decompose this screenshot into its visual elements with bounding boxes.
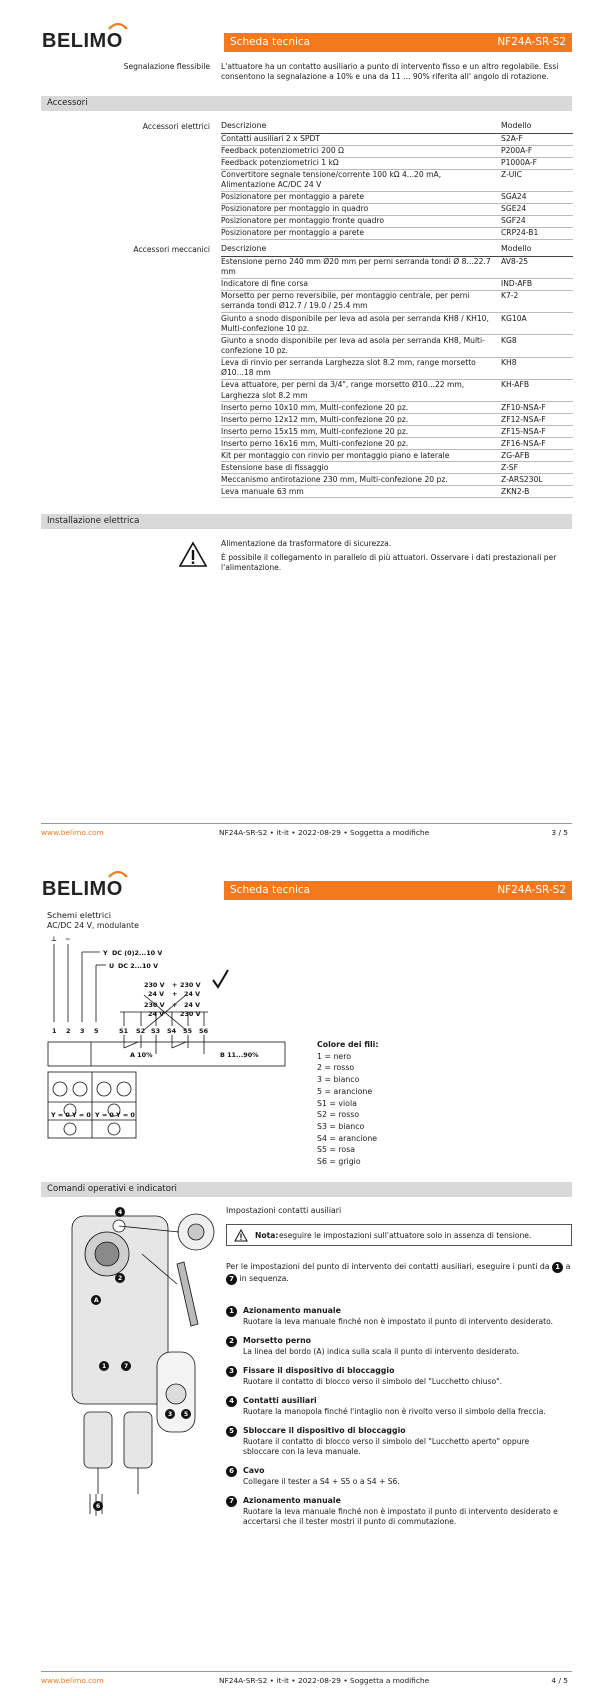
- step-text: Ruotare la leva manuale finché non è impostato il punto di intervento desiderato e accertarsi che il tester mostri il punto di commutazione.: [243, 1507, 558, 1527]
- electric-accessories-label: Accessori elettrici: [142, 122, 210, 131]
- row-description: Meccanismo antirotazione 230 mm, Multi-confezione 20 pz.: [221, 474, 497, 486]
- footer-url[interactable]: www.belimo.com: [41, 1676, 104, 1685]
- wire-color-item: 2 = rosso: [317, 1063, 355, 1073]
- row-description: Convertitore segnale tensione/corrente 100 kΩ 4...20 mA, Alimentazione AC/DC 24 V: [221, 169, 497, 191]
- table-row: [221, 335, 573, 357]
- table-row: [221, 227, 573, 239]
- wire-color-item: 5 = arancione: [317, 1086, 373, 1096]
- comandi-intro: Per le impostazioni del punto di intervento dei contatti ausiliari, eseguire i punti da 1 a 7 in sequenza.: [226, 1262, 571, 1283]
- contact-b11: B 11...90%: [220, 1051, 259, 1059]
- row-description: Inserto perno 15x15 mm, Multi-confezione 20 pz.: [221, 426, 497, 438]
- note-text: eseguire le impostazioni sull'attuatore solo in assenza di tensione.: [279, 1231, 532, 1240]
- table-row: [221, 474, 573, 486]
- signal-u: U: [109, 962, 115, 970]
- volt-e: 230 V: [144, 1001, 165, 1009]
- table-row: [221, 133, 573, 145]
- row-model: SGE24: [497, 203, 573, 215]
- supply-plus: ~: [65, 935, 71, 943]
- mechanical-accessories-label: Accessori meccanici: [133, 245, 210, 254]
- footer-doc: NF24A-SR-S2 • it-it • 2022-08-29 • Soggetta a modifiche: [219, 1676, 430, 1685]
- header-bar: [224, 881, 572, 900]
- terminal-2: 2: [66, 1027, 71, 1035]
- row-description: Posizionatore per montaggio fronte quadro: [221, 215, 497, 227]
- row-description: Contatti ausiliari 2 x SPDT: [221, 133, 497, 145]
- row-model: CRP24-B1: [497, 227, 573, 239]
- table-row: [221, 426, 573, 438]
- row-model: ZKN2-B: [497, 486, 573, 498]
- table-row: [221, 313, 573, 335]
- install-line-2: È possibile il collegamento in parallelo di più attuatori. Osservare i dati prestazionali per l'alimentazione.: [221, 553, 557, 573]
- diagram-label-2: 2: [118, 1275, 123, 1282]
- belimo-logo: BELIMO: [42, 876, 123, 903]
- aux-s6: S6: [199, 1027, 209, 1035]
- table-row: [221, 203, 573, 215]
- table-row: [221, 438, 573, 450]
- knob-label-1: Y = 0: [51, 1111, 70, 1119]
- volt-b: 230 V: [180, 981, 201, 989]
- table-row: [221, 357, 573, 379]
- row-model: KG8: [497, 335, 573, 357]
- row-model: Z-UIC: [497, 169, 573, 191]
- step-number: 1: [226, 1306, 237, 1317]
- volt-c: 24 V: [148, 990, 165, 998]
- wire-color-item: S3 = bianco: [317, 1121, 365, 1131]
- table-row: [221, 191, 573, 203]
- table-row: [221, 278, 573, 290]
- wire-color-item: S5 = rosa: [317, 1145, 356, 1155]
- diagram-label-4: 4: [118, 1209, 123, 1216]
- signal-text: L'attuatore ha un contatto ausiliario a punto di intervento fisso e un altro regolabile. Essi consentono la segnalazione a 10% e una da 11 ... 90% riferita all' angolo di rotazione.: [221, 62, 559, 82]
- row-model: ZF15-NSA-F: [497, 426, 573, 438]
- step-ref-to: 7: [226, 1274, 237, 1285]
- row-description: Inserto perno 10x10 mm, Multi-confezione 20 pz.: [221, 402, 497, 414]
- step-title: Morsetto perno: [243, 1336, 312, 1345]
- section-comandi: Comandi operativi e indicatori: [41, 1182, 572, 1197]
- table-row: [221, 145, 573, 157]
- row-model: K7-2: [497, 290, 573, 312]
- page-4: [0, 848, 600, 1696]
- row-description: Giunto a snodo disponibile per leva ad asola per serranda KH8, Multi-confezione 10 pz.: [221, 335, 497, 357]
- wire-color-item: S2 = rosso: [317, 1110, 360, 1120]
- step-text: Ruotare il contatto di blocco verso il simbolo del "Lucchetto chiuso".: [243, 1377, 503, 1386]
- note-label: Nota:: [255, 1231, 279, 1240]
- step-number: 2: [226, 1336, 237, 1347]
- table-row: [221, 486, 573, 498]
- volt-h: 230 V: [180, 1010, 201, 1018]
- table-row: [221, 414, 573, 426]
- supply-minus: ⊥: [51, 935, 57, 943]
- header-model: NF24A-SR-S2: [497, 36, 566, 48]
- row-model: SGA24: [497, 191, 573, 203]
- table-row: [221, 379, 573, 401]
- wiring-diagram: [46, 932, 296, 1172]
- aux-s4: S4: [167, 1027, 177, 1035]
- knob-label-2: Y = 0: [72, 1111, 91, 1119]
- wire-color-item: S6 = grigio: [317, 1157, 361, 1167]
- step-text: La linea del bordo (A) indica sulla scala il punto di intervento desiderato.: [243, 1347, 519, 1356]
- step-text: Ruotare la manopola finché l'intaglio non è rivolto verso il simbolo della freccia.: [243, 1407, 546, 1416]
- diagram-label-5: 5: [184, 1411, 189, 1418]
- row-model: ZF16-NSA-F: [497, 438, 573, 450]
- row-description: Indicatore di fine corsa: [221, 278, 497, 290]
- row-description: Giunto a snodo disponibile per leva ad asola per serranda KH8 / KH10, Multi-confezione 10 pz.: [221, 313, 497, 335]
- step-title: Azionamento manuale: [243, 1496, 341, 1505]
- schemi-subtitle: AC/DC 24 V, modulante: [47, 921, 139, 930]
- section-accessori: Accessori: [41, 96, 572, 111]
- row-model: P200A-F: [497, 145, 573, 157]
- step-title: Sbloccare il dispositivo di bloccaggio: [243, 1426, 406, 1435]
- header-title: Scheda tecnica: [230, 36, 311, 48]
- col-model: Modello: [497, 243, 573, 256]
- col-description: Descrizione: [221, 120, 497, 133]
- table-row: [221, 402, 573, 414]
- step-title: Azionamento manuale: [243, 1306, 341, 1315]
- row-description: Inserto perno 12x12 mm, Multi-confezione 20 pz.: [221, 414, 497, 426]
- page-number: 4 / 5: [551, 1676, 568, 1685]
- row-description: Estensione base di fissaggio: [221, 462, 497, 474]
- signal-y: Y: [103, 949, 108, 957]
- aux-s5: S5: [183, 1027, 193, 1035]
- volt-a: 230 V: [144, 981, 165, 989]
- table-row: [221, 462, 573, 474]
- row-model: ZG-AFB: [497, 450, 573, 462]
- signal-dc1: DC (0)2...10 V: [112, 949, 163, 957]
- warning-icon: [178, 541, 208, 568]
- row-description: Leva manuale 63 mm: [221, 486, 497, 498]
- row-model: SGF24: [497, 215, 573, 227]
- mechanical-accessories-table: [221, 243, 573, 498]
- diagram-label-7: 7: [124, 1363, 129, 1370]
- terminal-5: 5: [94, 1027, 99, 1035]
- row-description: Posizionatore per montaggio in quadro: [221, 203, 497, 215]
- wire-color-item: 3 = bianco: [317, 1075, 360, 1085]
- aux-s3: S3: [151, 1027, 161, 1035]
- step-text: Ruotare il contatto di blocco verso il simbolo del "Lucchetto aperto" oppure sbloccare con la leva manuale.: [243, 1437, 530, 1457]
- install-line-1: Alimentazione da trasformatore di sicurezza.: [221, 539, 392, 548]
- table-row: [221, 215, 573, 227]
- diagram-label-a: A: [94, 1297, 99, 1304]
- wire-color-item: 1 = nero: [317, 1051, 351, 1061]
- wire-color-item: S4 = arancione: [317, 1133, 378, 1143]
- volt-d: 24 V: [184, 990, 201, 998]
- footer-url[interactable]: www.belimo.com: [41, 828, 104, 837]
- wire-colors: [317, 1039, 378, 1168]
- row-model: KH8: [497, 357, 573, 379]
- table-row: [221, 157, 573, 169]
- volt-plus-a: +: [172, 981, 178, 989]
- row-description: Posizionatore per montaggio a parete: [221, 227, 497, 239]
- step-number: 4: [226, 1396, 237, 1407]
- col-model: Modello: [497, 120, 573, 133]
- row-model: AV8-25: [497, 256, 573, 278]
- wire-colors-title: Colore dei fili:: [317, 1040, 379, 1049]
- aux-s1: S1: [119, 1027, 129, 1035]
- diagram-label-3: 3: [168, 1411, 173, 1418]
- table-row: [221, 169, 573, 191]
- table-row: [221, 256, 573, 278]
- section-installazione: Installazione elettrica: [41, 514, 572, 529]
- step-text: Collegare il tester a S4 + S5 o a S4 + S6.: [243, 1477, 400, 1486]
- knob-label-3: Y = 0: [95, 1111, 114, 1119]
- note-box: [226, 1224, 572, 1246]
- volt-f: 24 V: [184, 1001, 201, 1009]
- actuator-drawing: [62, 1204, 222, 1524]
- table-row: [221, 290, 573, 312]
- row-description: Leva di rinvio per serranda Larghezza slot 8.2 mm, range morsetto Ø10...18 mm: [221, 357, 497, 379]
- row-model: KH-AFB: [497, 379, 573, 401]
- step-text: Ruotare la leva manuale finché non è impostato il punto di intervento desiderato.: [243, 1317, 554, 1326]
- row-model: Z-SF: [497, 462, 573, 474]
- footer: [41, 823, 572, 837]
- diagram-label-1: 1: [102, 1363, 107, 1370]
- comandi-subtitle: Impostazioni contatti ausiliari: [226, 1206, 342, 1215]
- terminal-3: 3: [80, 1027, 85, 1035]
- row-model: Z-ARS230L: [497, 474, 573, 486]
- row-model: ZF12-NSA-F: [497, 414, 573, 426]
- warning-icon: [234, 1229, 248, 1242]
- row-description: Feedback potenziometrici 200 Ω: [221, 145, 497, 157]
- row-model: KG10A: [497, 313, 573, 335]
- row-description: Estensione perno 240 mm Ø20 mm per perni serranda tondi Ø 8...22.7 mm: [221, 256, 497, 278]
- row-description: Leva attuatore, per perni da 3/4", range morsetto Ø10...22 mm, Larghezza slot 8.2 mm: [221, 379, 497, 401]
- step-number: 5: [226, 1426, 237, 1437]
- logo-swoosh-icon: [107, 869, 129, 879]
- contact-a10: A 10%: [130, 1051, 153, 1059]
- page-number: 3 / 5: [551, 828, 568, 837]
- row-description: Posizionatore per montaggio a parete: [221, 191, 497, 203]
- row-model: P1000A-F: [497, 157, 573, 169]
- knob-label-4: Y = 0: [116, 1111, 135, 1119]
- header-model: NF24A-SR-S2: [497, 884, 566, 896]
- row-description: Morsetto per perno reversibile, per montaggio centrale, per perni serranda tondi Ø12.7 / 19.0 / 25.4 mm: [221, 290, 497, 312]
- volt-g: 24 V: [148, 1010, 165, 1018]
- step-title: Cavo: [243, 1466, 265, 1475]
- step-ref-from: 1: [552, 1262, 563, 1273]
- signal-label: Segnalazione flessibile: [123, 62, 210, 71]
- row-model: ZF10-NSA-F: [497, 402, 573, 414]
- aux-s2: S2: [136, 1027, 146, 1035]
- header-bar: [224, 33, 572, 52]
- belimo-logo: BELIMO: [42, 28, 123, 55]
- volt-plus-b: +: [172, 990, 178, 998]
- step-title: Contatti ausiliari: [243, 1396, 317, 1405]
- step-number: 6: [226, 1466, 237, 1477]
- footer-doc: NF24A-SR-S2 • it-it • 2022-08-29 • Soggetta a modifiche: [219, 828, 430, 837]
- row-description: Inserto perno 16x16 mm, Multi-confezione 20 pz.: [221, 438, 497, 450]
- row-description: Feedback potenziometrici 1 kΩ: [221, 157, 497, 169]
- step-number: 3: [226, 1366, 237, 1377]
- electric-accessories-table: [221, 120, 573, 240]
- step-number: 7: [226, 1496, 237, 1507]
- diagram-label-6: 6: [96, 1503, 101, 1510]
- schemi-title: Schemi elettrici: [47, 910, 111, 920]
- row-description: Kit per montaggio con rinvio per montaggio piano e laterale: [221, 450, 497, 462]
- signal-dc2: DC 2...10 V: [118, 962, 159, 970]
- row-model: S2A-F: [497, 133, 573, 145]
- row-model: IND-AFB: [497, 278, 573, 290]
- col-description: Descrizione: [221, 243, 497, 256]
- logo-swoosh-icon: [107, 21, 129, 31]
- header-title: Scheda tecnica: [230, 884, 311, 896]
- volt-plus-c: +: [172, 1001, 178, 1009]
- step-title: Fissare il dispositivo di bloccaggio: [243, 1366, 395, 1375]
- table-row: [221, 450, 573, 462]
- wire-color-item: S1 = viola: [317, 1098, 357, 1108]
- terminal-1: 1: [52, 1027, 57, 1035]
- footer: [41, 1671, 572, 1685]
